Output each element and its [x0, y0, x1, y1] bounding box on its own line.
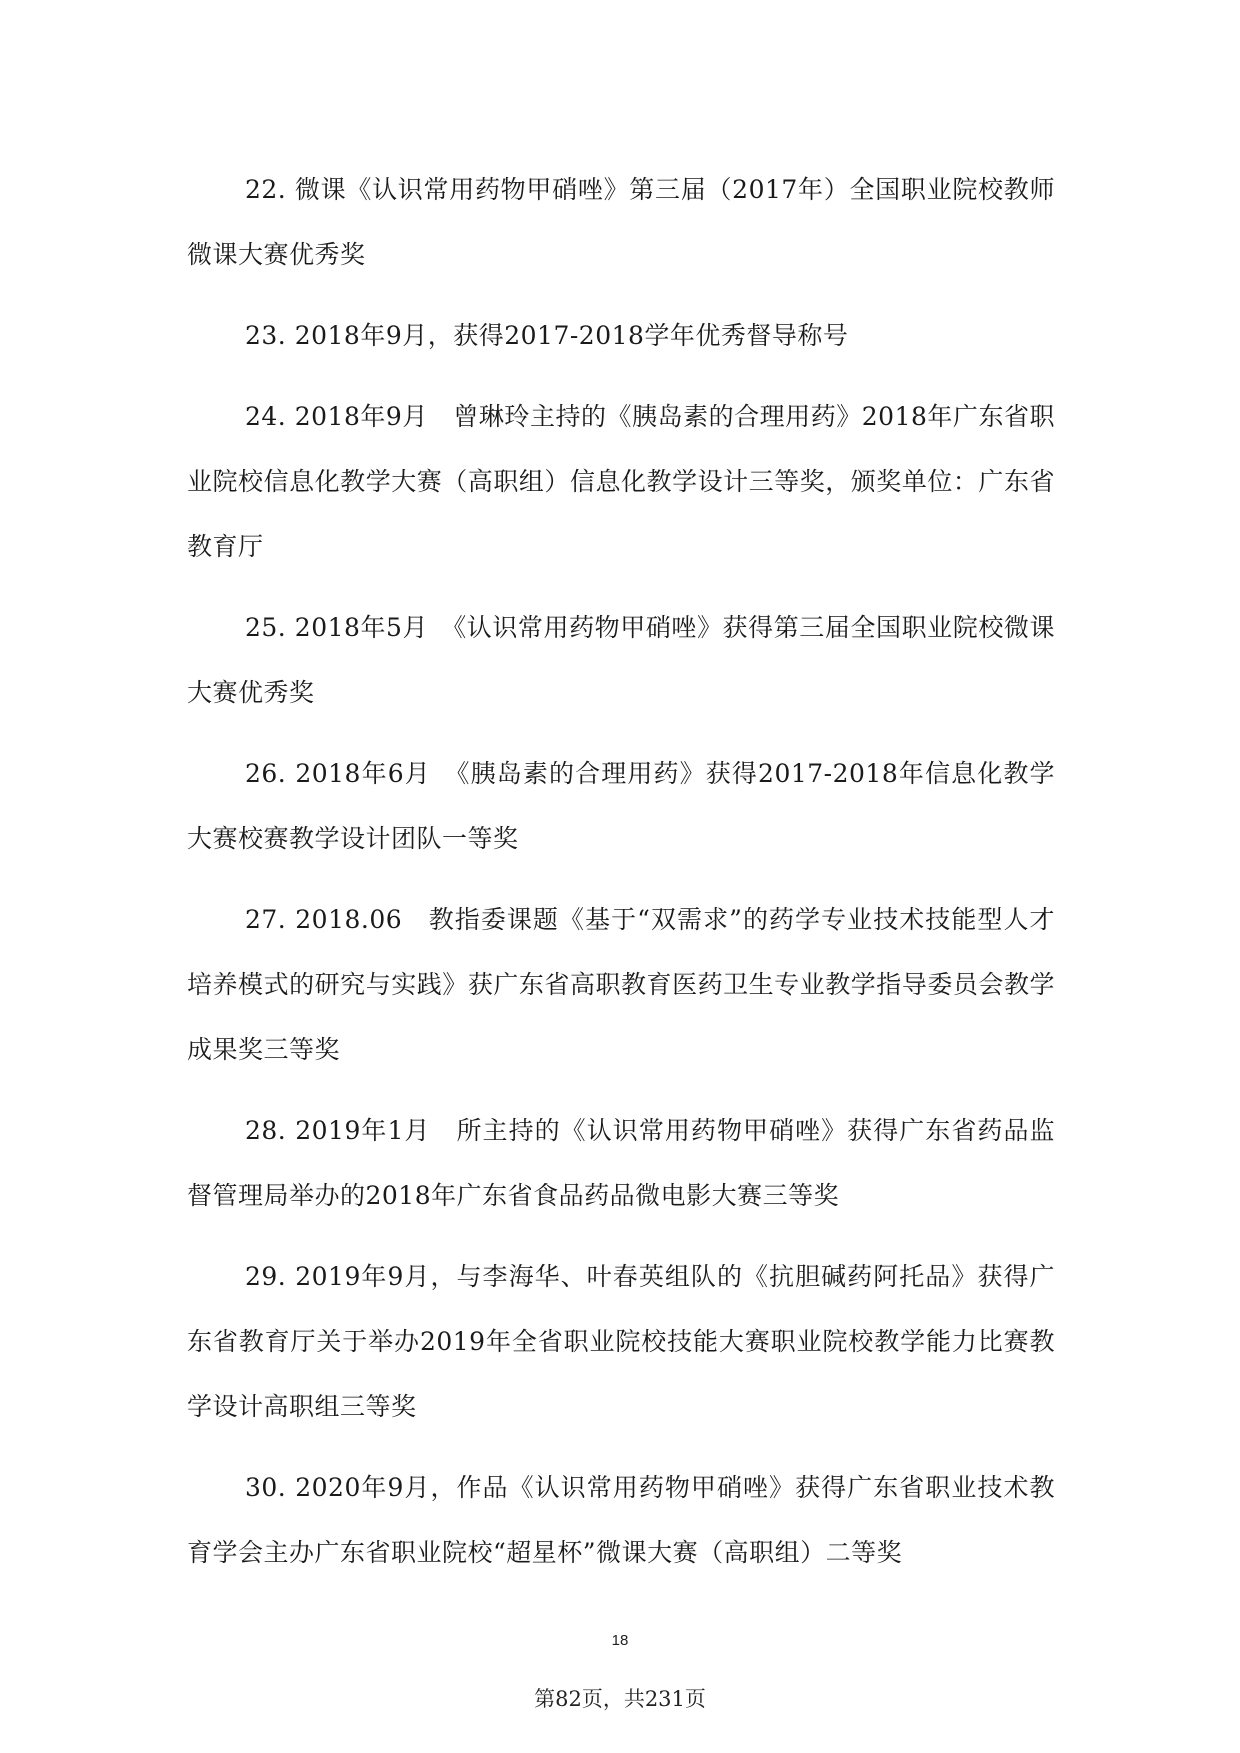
page-info-footer: 第82页，共231页	[534, 1687, 706, 1711]
list-item	[187, 1455, 1055, 1585]
list-item	[187, 1098, 1055, 1228]
list-item-text: 23. 2018年9月，获得2017-2018学年优秀督导称号	[245, 321, 849, 350]
list-item-text: 25. 2018年5月 《认识常用药物甲硝唑》获得第三届全国职业院校微课大赛优秀奖	[187, 613, 1055, 707]
list-item-text: 28. 2019年1月 所主持的《认识常用药物甲硝唑》获得广东省药品监督管理局举办的2018年广东省食品药品微电影大赛三等奖	[187, 1116, 1055, 1210]
list-item-text: 27. 2018.06 教指委课题《基于“双需求”的药学专业技术技能型人才培养模式的研究与实践》获广东省高职教育医药卫生专业教学指导委员会教学成果奖三等奖	[187, 905, 1055, 1064]
list-item	[187, 595, 1055, 725]
list-item	[187, 887, 1055, 1082]
list-item	[187, 1244, 1055, 1439]
page-number: 18	[611, 1632, 629, 1649]
list-item-text: 30. 2020年9月，作品《认识常用药物甲硝唑》获得广东省职业技术教育学会主办广东省职业院校“超星杯”微课大赛（高职组）二等奖	[187, 1473, 1055, 1567]
document-body	[187, 157, 1055, 1601]
list-item-text: 26. 2018年6月 《胰岛素的合理用药》获得2017-2018年信息化教学大赛校赛教学设计团队一等奖	[187, 759, 1055, 853]
list-item	[187, 741, 1055, 871]
list-item-text: 24. 2018年9月 曾琳玲主持的《胰岛素的合理用药》2018年广东省职业院校信息化教学大赛（高职组）信息化教学设计三等奖，颁奖单位：广东省教育厅	[187, 402, 1055, 561]
list-item-text: 22. 微课《认识常用药物甲硝唑》第三届（2017年）全国职业院校教师微课大赛优秀奖	[187, 175, 1055, 269]
list-item	[187, 157, 1055, 287]
list-item-text: 29. 2019年9月，与李海华、叶春英组队的《抗胆碱药阿托品》获得广东省教育厅关于举办2019年全省职业院校技能大赛职业院校教学能力比赛教学设计高职组三等奖	[187, 1262, 1055, 1421]
list-item	[187, 303, 1055, 368]
list-item	[187, 384, 1055, 579]
